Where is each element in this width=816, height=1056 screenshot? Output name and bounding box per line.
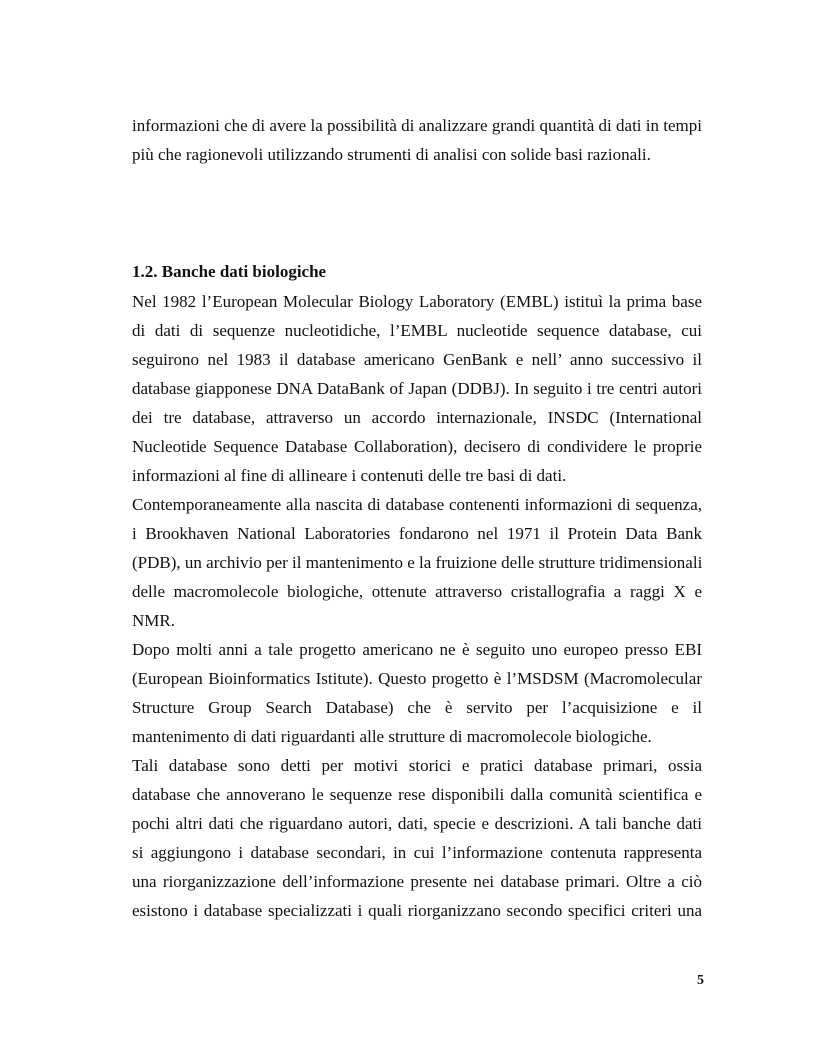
body-line-5: dei tre database, attraverso un accordo internazionale, INSDC (International <box>132 408 702 427</box>
body-line-15: Structure Group Search Database) che è servito per l’acquisizione e il <box>132 698 702 717</box>
body-line-10: (PDB), un archivio per il mantenimento e la fruizione delle strutture tridimensionali <box>132 553 702 572</box>
body-line-13: Dopo molti anni a tale progetto americano ne è seguito uno europeo presso EBI <box>132 640 702 659</box>
body-line-1: Nel 1982 l’European Molecular Biology Laboratory (EMBL) istituì la prima base <box>132 292 702 311</box>
body-line-21: una riorganizzazione dell’informazione presente nei database primari. Oltre a ciò <box>132 872 702 891</box>
intro-line-1: informazioni che di avere la possibilità di analizzare grandi quantità di dati in tempi <box>132 116 702 135</box>
body-line-14: (European Bioinformatics Istitute). Questo progetto è l’MSDSM (Macromolecular <box>132 669 702 688</box>
body-line-7: informazioni al fine di allineare i contenuti delle tre basi di dati. <box>132 466 567 485</box>
body-line-20: si aggiungono i database secondari, in cui l’informazione contenuta rappresenta <box>132 843 702 862</box>
section-heading: 1.2. Banche dati biologiche <box>132 262 327 281</box>
body-line-2: di dati di sequenze nucleotidiche, l’EMBL nucleotide sequence database, cui <box>132 321 702 340</box>
body-line-22: esistono i database specializzati i quali riorganizzano secondo specifici criteri una <box>132 901 702 920</box>
body-line-12: NMR. <box>132 611 175 630</box>
body-line-9: i Brookhaven National Laboratories fondarono nel 1971 il Protein Data Bank <box>132 524 702 543</box>
body-line-8: Contemporaneamente alla nascita di database contenenti informazioni di sequenza, <box>132 495 702 514</box>
page-number: 5 <box>697 973 704 988</box>
body-line-17: Tali database sono detti per motivi storici e pratici database primari, ossia <box>132 756 702 775</box>
body-line-18: database che annoverano le sequenze rese disponibili dalla comunità scientifica e <box>132 785 702 804</box>
body-line-4: database giapponese DNA DataBank of Japan (DDBJ). In seguito i tre centri autori <box>132 379 702 398</box>
body-line-3: seguirono nel 1983 il database americano GenBank e nell’ anno successivo il <box>132 350 702 369</box>
body-line-16: mantenimento di dati riguardanti alle strutture di macromolecole biologiche. <box>132 727 652 746</box>
intro-line-2: più che ragionevoli utilizzando strumenti di analisi con solide basi razionali. <box>132 145 651 164</box>
body-line-19: pochi altri dati che riguardano autori, dati, specie e descrizioni. A tali banche dati <box>132 814 702 833</box>
body-line-6: Nucleotide Sequence Database Collaboration), decisero di condividere le proprie <box>132 437 702 456</box>
body-line-11: delle macromolecole biologiche, ottenute attraverso cristallografia a raggi X e <box>132 582 702 601</box>
